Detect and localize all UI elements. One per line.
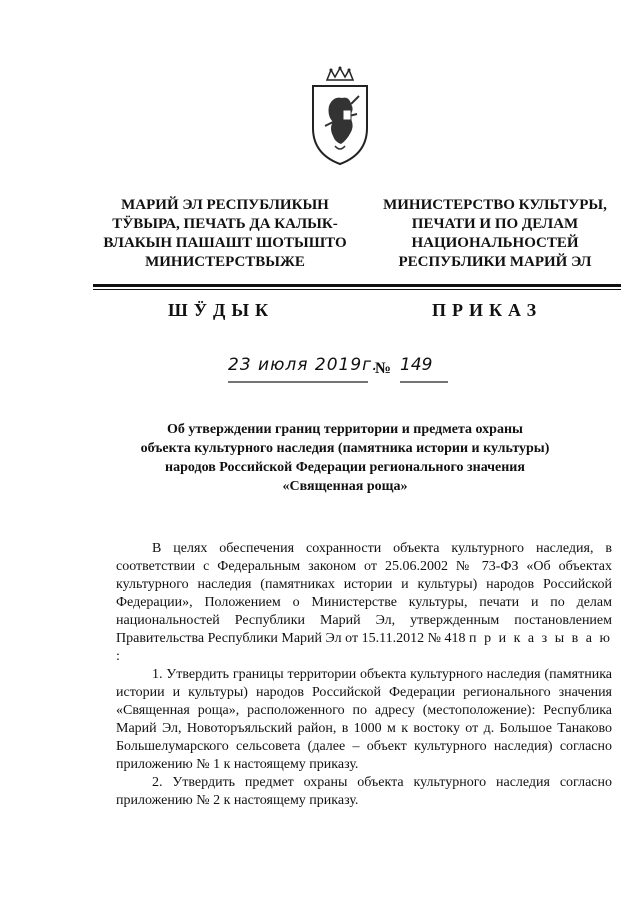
header-mari-line: МИНИСТЕРСТВЫЖЕ: [145, 254, 305, 270]
header-divider-thin: [93, 289, 621, 290]
header-russian-line: РЕСПУБЛИКИ МАРИЙ ЭЛ: [398, 254, 592, 270]
doc-type-mari: ШӰДЫК: [168, 300, 275, 320]
header-russian-line: ПЕЧАТИ И ПО ДЕЛАМ: [411, 216, 579, 232]
header-russian-line: НАЦИОНАЛЬНОСТЕЙ: [411, 235, 579, 251]
title-line: «Священная роща»: [282, 479, 408, 494]
header-russian: [370, 196, 620, 272]
paragraph-item-1: 1. Утвердить границы территории объекта культурного наследия (памятника истории и культуры) народов Российской Федерации регионального значения «Священная роща», расположенного по адресу (местоположение): Республика Марий Эл, Новоторъяльский район, в 1000 м к востоку от д. Большое Танаково Большелумарского сельсовета (далее – объект культурного наследия) согласно приложению № 1 к настоящему приказу.: [116, 667, 612, 772]
title-line: народов Российской Федерации регионального значения: [165, 460, 525, 475]
paragraph-preamble: [116, 540, 612, 666]
order-word: п р и к а з ы в а ю :: [116, 631, 613, 664]
header-divider-thick: [93, 284, 621, 287]
header-mari-line: МАРИЙ ЭЛ РЕСПУБЛИКЫН: [121, 197, 329, 213]
doc-type-russian: ПРИКАЗ: [432, 300, 543, 320]
document-body: [116, 540, 612, 810]
header-mari-line: ТӰВЫРА, ПЕЧАТЬ ДА КАЛЫК-: [112, 216, 338, 232]
number-label: №: [375, 360, 392, 377]
handwritten-number: 149: [400, 355, 433, 375]
preamble-text: В целях обеспечения сохранности объекта культурного наследия, в соответствии с Федеральным законом от 25.06.2002 № 73-ФЗ «Об объектах культурного наследия (памятниках истории и культуры) народов Российской Федерации», Положением о Министерстве культуры, печати и по делам национальностей Республики Марий Эл, утвержденным постановлением Правительства Республики Марий Эл от 15.11.2012 № 418: [116, 541, 612, 646]
header-mari-line: ВЛАКЫН ПАШАШТ ШОТЫШТО: [103, 235, 347, 251]
paragraph-item-2: 2. Утвердить предмет охраны объекта культурного наследия согласно приложению № 2 к настоящему приказу.: [116, 775, 612, 808]
header-russian-line: МИНИСТЕРСТВО КУЛЬТУРЫ,: [383, 197, 607, 213]
title-line: объекта культурного наследия (памятника истории и культуры): [140, 441, 550, 456]
document-title: [110, 420, 580, 496]
title-line: Об утверждении границ территории и предмета охраны: [167, 422, 523, 437]
coat-of-arms-emblem: [299, 66, 381, 168]
header-mari: [100, 196, 350, 272]
handwritten-date: 23 июля 2019г.: [228, 355, 379, 375]
